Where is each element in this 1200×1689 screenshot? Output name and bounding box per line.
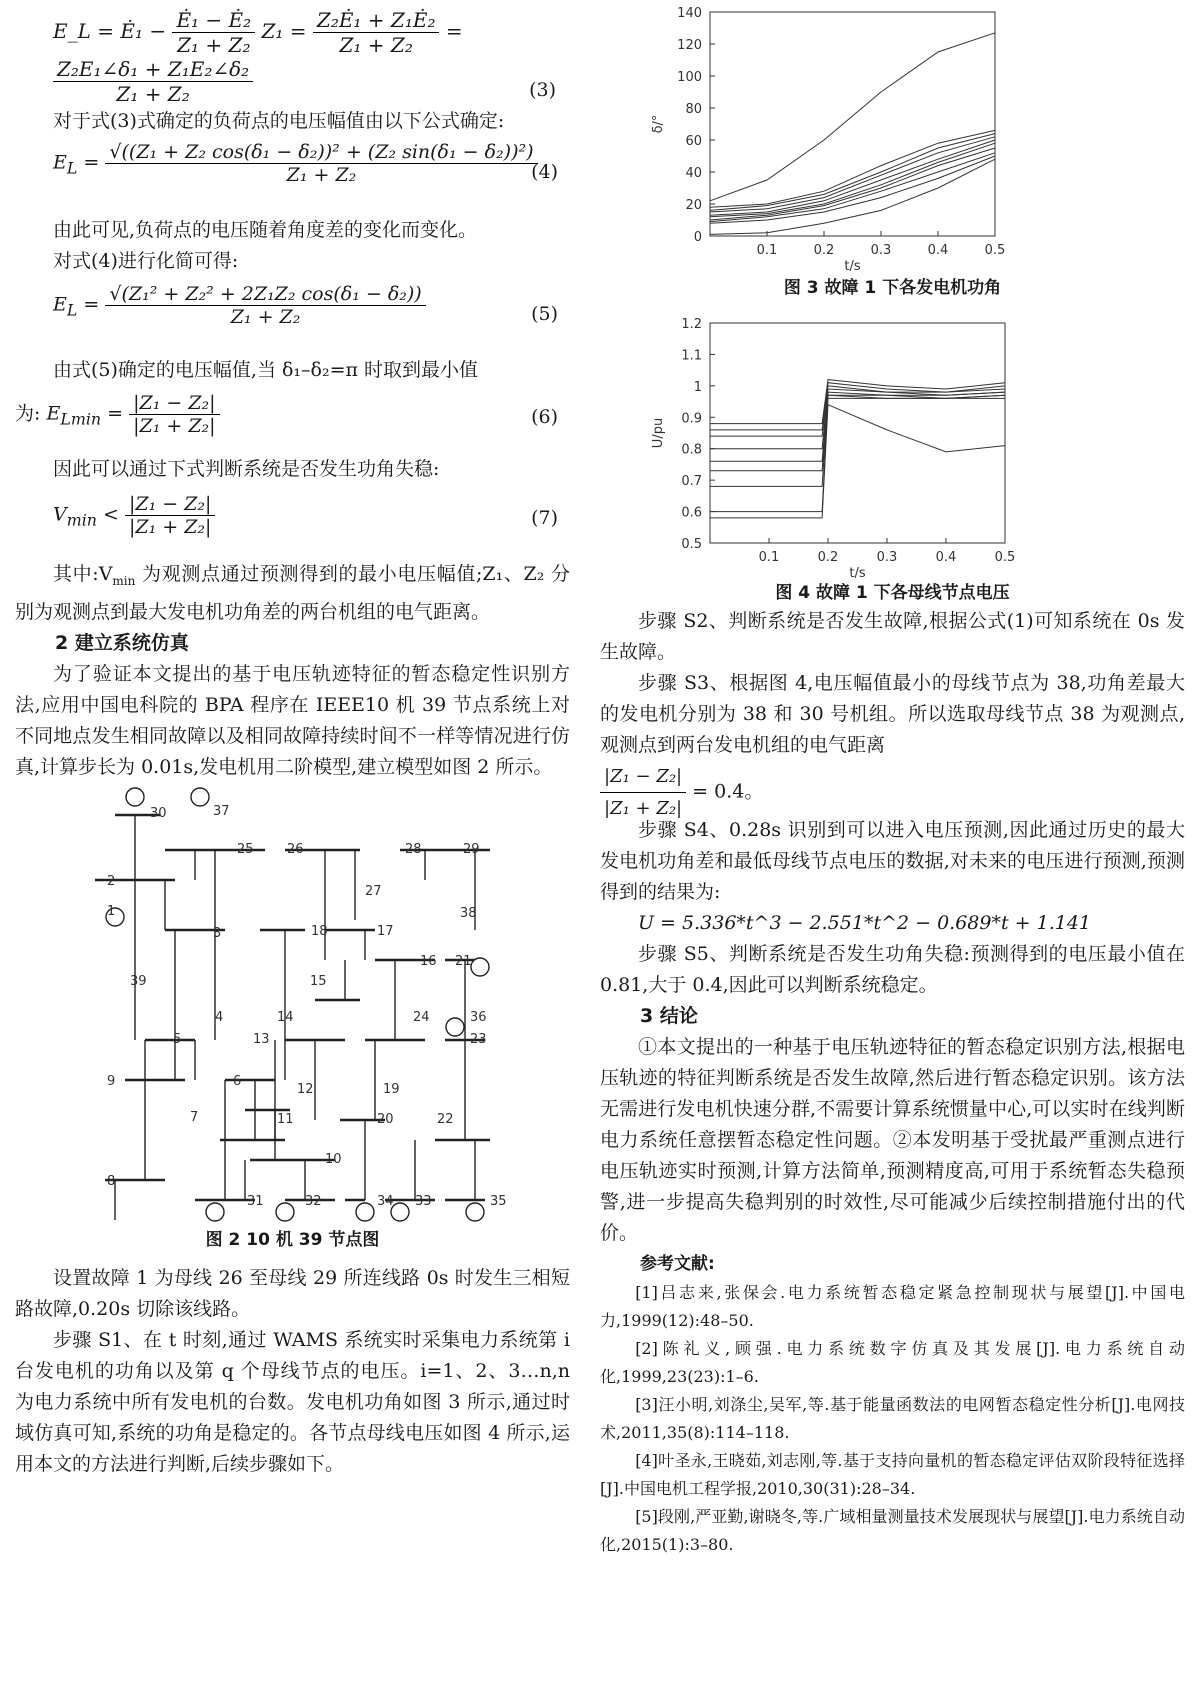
- reference-item: [3]汪小明,刘涤尘,吴军,等.基于能量函数法的电网暂态稳定性分析[J].电网技术,2011,35(8):114–118.: [600, 1395, 1185, 1442]
- generator-symbol: [446, 1018, 464, 1036]
- y-tick-label: 0.5: [681, 537, 702, 552]
- paragraph: 对于式(3)式确定的负荷点的电压幅值由以下公式确定:: [53, 110, 505, 132]
- reference-item: [1]吕志来,张保会.电力系统暂态稳定紧急控制现状与展望[J].中国电力,1999(12):48–50.: [600, 1283, 1185, 1330]
- bus-label: 29: [463, 841, 480, 857]
- paragraph: 由此可见,负荷点的电压随着角度差的变化而变化。: [53, 219, 478, 241]
- bus-label: 5: [173, 1031, 182, 1047]
- bus-label: 38: [460, 905, 477, 921]
- x-tick-label: 0.5: [984, 243, 1006, 258]
- paragraph: 步骤 S1、在 t 时刻,通过 WAMS 系统实时采集电力系统第 i 台发电机的功角以及第 q 个母线节点的电压。i=1、2、3…n,n 为电力系统中所有发电机的台数。发电机功角如图 3 所示,通过时域仿真可知,系统的功角是稳定的。各节点母线电压如图 4 所示,运用本文的方法进行判断,后续步骤如下。: [15, 1328, 570, 1475]
- bus-label: 19: [383, 1081, 400, 1097]
- y-tick-label: 100: [677, 70, 702, 85]
- bus-label: 35: [490, 1193, 507, 1209]
- y-tick-label: 1: [693, 379, 702, 395]
- plot-frame: [710, 12, 995, 236]
- y-tick-label: 0.8: [681, 442, 702, 458]
- distance-formula: $\frac{\text{|Z₁ − Z₂|}}{\text{|Z₁ + Z₂|}}$ = 0.4。: [600, 761, 1185, 815]
- bus-label: 10: [325, 1151, 342, 1167]
- y-tick-label: 0: [693, 230, 702, 245]
- reference-item: [4]叶圣永,王晓茹,刘志刚,等.基于支持向量机的暂态稳定评估双阶段特征选择[J].中国电机工程学报,2010,30(31):28–34.: [600, 1451, 1185, 1498]
- series-line: [710, 395, 1005, 470]
- bus-label: 33: [415, 1193, 432, 1209]
- bus-label: 26: [287, 841, 304, 857]
- y-tick-label: 1.1: [681, 348, 702, 364]
- y-tick-label: 1.2: [681, 317, 702, 332]
- bus-label: 32: [305, 1193, 322, 1209]
- paragraph: 因此可以通过下式判断系统是否发生功角失稳:: [53, 458, 440, 480]
- figure-3-chart: [600, 0, 1185, 275]
- x-tick-label: 0.3: [876, 550, 898, 565]
- series-line: [710, 153, 995, 222]
- bus-label: 36: [470, 1009, 487, 1025]
- bus-label: 18: [311, 923, 328, 939]
- series-line: [710, 392, 1005, 461]
- figure-4-caption: 图 4 故障 1 下各母线节点电压: [775, 583, 1010, 603]
- paragraph: ①本文提出的一种基于电压轨迹特征的暂态稳定识别方法,根据电压轨迹的特征判断系统是否发生故障,然后进行暂态稳定识别。该方法无需进行发电机快速分群,不需要计算系统惯量中心,可以实时在线判断电力系统任意摆暂态稳定性问题。②本发明基于受扰最严重测点进行电压轨迹实时预测,计算方法简单,预测精度高,可用于系统暂态失稳预警,进一步提高失稳判别的时效性,尽可能减少后续控制措施付出的代价。: [600, 1036, 1185, 1244]
- series-line: [710, 130, 995, 207]
- series-line: [710, 140, 995, 215]
- equation-3: E_L = Ė₁ − $\frac{\text{Ė₁ − Ė₂}}{\text{Z₁ + Z₂}}$ Z₁ = $\frac{\text{Z₂Ė₁ + Z₁Ė₂}}{\text{Z₁ + Z₂}}$ = $\frac{\text{Z₂E₁∠δ₁ + Z₁E₂∠δ₂}}{\text{Z₁ + Z₂}}$: [53, 8, 463, 106]
- plot-frame: [710, 323, 1005, 543]
- bus-label: 13: [253, 1031, 270, 1047]
- bus-label: 24: [413, 1009, 430, 1025]
- bus-label: 6: [233, 1073, 242, 1089]
- bus-label: 25: [237, 841, 254, 857]
- y-tick-label: 80: [685, 102, 702, 117]
- x-tick-label: 0.4: [927, 243, 949, 258]
- figure-4-chart: [600, 315, 1185, 580]
- y-tick-label: 120: [677, 38, 702, 53]
- x-axis-label: t/s: [849, 566, 866, 580]
- y-tick-label: 140: [677, 6, 702, 21]
- figure-2-caption: 图 2 10 机 39 节点图: [205, 1229, 380, 1250]
- bus-label: 1: [107, 903, 116, 919]
- paragraph: 设置故障 1 为母线 26 至母线 29 所连线路 0s 时发生三相短路故障,0.20s 切除该线路。: [15, 1266, 570, 1320]
- bus-label: 22: [437, 1111, 454, 1127]
- paragraph: 对式(4)进行化简可得:: [53, 250, 239, 272]
- bus-label: 17: [377, 923, 394, 939]
- bus-label: 28: [405, 841, 422, 857]
- y-axis-label: U/pu: [651, 417, 666, 449]
- series-line: [710, 134, 995, 211]
- section-heading: 3 结论: [640, 1005, 698, 1027]
- y-tick-label: 0.9: [681, 411, 702, 427]
- series-line: [710, 398, 1005, 511]
- paragraph: 步骤 S5、判断系统是否发生功角失稳:预测得到的电压最小值在 0.81,大于 0.4,因此可以判断系统稳定。: [600, 943, 1185, 996]
- generator-symbol: [126, 788, 144, 806]
- x-tick-label: 0.2: [813, 243, 835, 258]
- bus-label: 11: [277, 1111, 294, 1127]
- equation-7: $V_{min}$ < $\frac{\text{|Z₁ − Z₂|}}{\text{|Z₁ + Z₂|}}$ (7): [53, 493, 558, 538]
- x-tick-label: 0.2: [817, 550, 839, 565]
- generator-symbol: [276, 1203, 294, 1221]
- eq3-number: (3): [529, 79, 556, 101]
- bus-label: 14: [277, 1009, 294, 1025]
- x-tick-label: 0.4: [935, 550, 957, 565]
- y-tick-label: 0.7: [681, 474, 702, 490]
- paragraph: 由式(5)确定的电压幅值,当 δ₁–δ₂=π 时取到最小值: [53, 359, 479, 381]
- bus-label: 9: [107, 1073, 116, 1089]
- paragraph: 其中$:V_{min}$ 为观测点通过预测得到的最小电压幅值;Z₁、Z₂ 分别为观测点到最大发电机功角差的两台机组的电气距离。: [15, 563, 571, 623]
- x-tick-label: 0.1: [756, 243, 778, 258]
- bus-label: 21: [455, 953, 472, 969]
- left-column: [15, 0, 570, 1480]
- bus-label: 2: [107, 873, 116, 889]
- bus-label: 31: [247, 1193, 264, 1209]
- generator-symbol: [466, 1203, 484, 1221]
- paragraph: 步骤 S4、0.28s 识别到可以进入电压预测,因此通过历史的最大发电机功角差和最低母线节点电压的数据,对未来的电压进行预测,预测得到的结果为:: [600, 819, 1185, 903]
- y-tick-label: 40: [685, 166, 702, 181]
- paragraph: 步骤 S2、判断系统是否发生故障,根据公式(1)可知系统在 0s 发生故障。: [600, 610, 1185, 663]
- series-line: [710, 33, 995, 201]
- bus-label: 30: [150, 805, 167, 821]
- generator-symbol: [191, 788, 209, 806]
- bus-label: 20: [377, 1111, 394, 1127]
- equation-6: 为: $E_{Lmin}$ = $\frac{\text{|Z₁ − Z₂|}}{\text{|Z₁ + Z₂|}}$ (6): [15, 392, 558, 437]
- reference-item: [5]段刚,严亚勤,谢晓冬,等.广域相量测量技术发展现状与展望[J].电力系统自动化,2015(1):3–80.: [600, 1507, 1185, 1554]
- y-tick-label: 20: [685, 198, 702, 213]
- y-tick-label: 0.6: [681, 505, 702, 521]
- figure-3-caption: 图 3 故障 1 下各发电机功角: [783, 278, 1002, 298]
- bus-label: 23: [470, 1031, 487, 1047]
- generator-symbol: [206, 1203, 224, 1221]
- references-heading: 参考文献:: [640, 1254, 715, 1274]
- equation-4: $E_L$ = $\frac{\text{√((Z₁ + Z₂ cos(δ₁ − δ₂))² + (Z₂ sin(δ₁ − δ₂))²)}}{\text{Z₁ + Z₂}}$ (4): [53, 141, 558, 186]
- x-axis-label: t/s: [844, 259, 861, 274]
- bus-label: 37: [213, 803, 230, 819]
- y-axis-label: δ/°: [651, 114, 666, 134]
- paragraph: 步骤 S3、根据图 4,电压幅值最小的母线节点为 38,功角差最大的发电机分别为 38 和 30 号机组。所以选取母线节点 38 为观测点,观测点到两台发电机组的电气距离: [600, 672, 1185, 756]
- generator-symbol: [391, 1203, 409, 1221]
- paragraph: 为了验证本文提出的基于电压轨迹特征的暂态稳定性识别方法,应用中国电科院的 BPA 程序在 IEEE10 机 39 节点系统上对不同地点发生相同故障以及相同故障持续时间不一样等情况进行仿真,计算步长为 0.01s,发电机用二阶模型,建立模型如图 2 所示。: [15, 662, 570, 778]
- figure-2-diagram: [15, 787, 570, 1227]
- x-tick-label: 0.3: [870, 243, 892, 258]
- series-line: [710, 137, 995, 212]
- x-tick-label: 0.1: [758, 550, 780, 565]
- series-line: [710, 395, 1005, 486]
- bus-label: 16: [420, 953, 437, 969]
- bus-label: 39: [130, 973, 147, 989]
- x-tick-label: 0.5: [994, 550, 1016, 565]
- y-tick-label: 60: [685, 134, 702, 149]
- bus-label: 12: [297, 1081, 314, 1097]
- bus-label: 7: [190, 1109, 199, 1125]
- bus-label: 27: [365, 883, 382, 899]
- equation-5: $E_L$ = $\frac{\text{√(Z₁² + Z₂² + 2Z₁Z₂ cos(δ₁ − δ₂))}}{\text{Z₁ + Z₂}}$ (5): [53, 283, 558, 328]
- bus-label: 15: [310, 973, 327, 989]
- bus-label: 8: [107, 1173, 116, 1189]
- generator-symbol: [356, 1203, 374, 1221]
- prediction-formula: U = 5.336*t^3 − 2.551*t^2 − 0.689*t + 1.141: [638, 912, 1092, 934]
- bus-label: 3: [213, 925, 222, 941]
- section-heading: 2 建立系统仿真: [55, 631, 189, 654]
- bus-label: 34: [377, 1193, 394, 1209]
- reference-item: [2]陈礼义,顾强.电力系统数字仿真及其发展[J].电力系统自动化,1999,23(23):1–6.: [600, 1339, 1185, 1386]
- bus-label: 4: [215, 1009, 224, 1025]
- generator-symbol: [471, 958, 489, 976]
- right-column: [600, 0, 1185, 1559]
- series-line: [710, 383, 1005, 430]
